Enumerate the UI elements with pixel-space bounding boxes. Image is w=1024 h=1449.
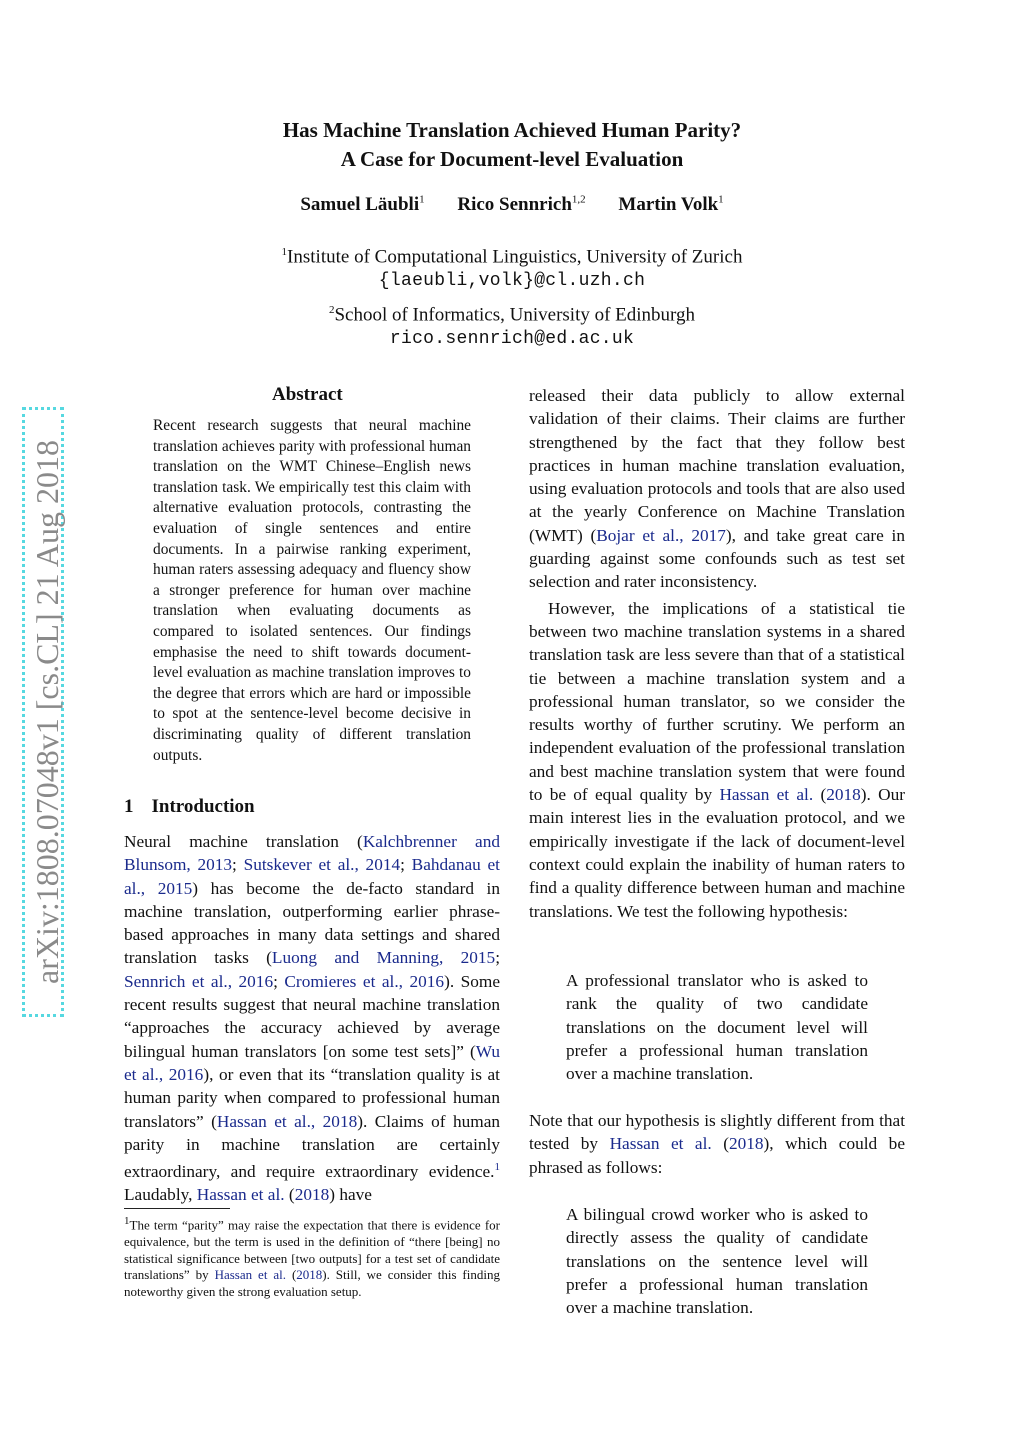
title-line-1: Has Machine Translation Achieved Human Parity? xyxy=(282,118,742,142)
citation-link[interactable]: 2018 xyxy=(294,1185,330,1205)
citation-link[interactable]: Hassan et al. xyxy=(196,1185,285,1205)
footnote-marker[interactable]: 1 xyxy=(494,1161,500,1174)
author-list xyxy=(0,194,1024,216)
section-heading: 1 Introduction xyxy=(124,796,255,817)
author: Rico Sennrich$^{1,2}$ xyxy=(457,194,586,216)
citation-link[interactable]: Wu et al., 2016 xyxy=(124,1041,500,1084)
abstract-body: Recent research suggests that neural machine translation achieves parity with professional human translation on the WMT Chinese–English news translation task. We empirically test this claim with alternative evaluation protocols, contrasting the evaluation of single sentences and entire documents. In a pairwise ranking experiment, human raters assessing adequacy and fluency show a stronger preference for human over machine translation when evaluating documents as compared to isolated sentences. Our findings emphasise the need to shift towards document-level evaluation as machine translation improves to the degree that errors which are hard or impossible to spot at the sentence-level become decisive in discriminating quality of different translation outputs. xyxy=(153,417,471,764)
citation-link[interactable]: Kalchbrenner and Blunsom, 2013 xyxy=(124,832,501,875)
arxiv-stamp: arXiv:1808.07048v1 [cs.CL] 21 Aug 2018 xyxy=(29,440,65,984)
citation-link[interactable]: Hassan et al., 2018 xyxy=(216,1111,358,1131)
paragraph: Note that our hypothesis is slightly different from that tested by Hassan et al. (2018), which could be phrased as follows: xyxy=(529,1111,905,1177)
citation-link[interactable]: 2018 xyxy=(728,1134,764,1154)
citation-link[interactable]: Sennrich et al., 2016 xyxy=(124,971,274,991)
citation-link[interactable]: 2018 xyxy=(826,785,861,805)
author: Samuel Läubli$^1$ xyxy=(300,194,425,216)
affiliation-1: $^1$Institute of Computational Linguistics, University of Zurich {laeubli,volk}@cl.uzh.ch xyxy=(0,240,1024,293)
email: {laeubli,volk}@cl.uzh.ch xyxy=(378,271,646,292)
citation-link[interactable]: Hassan et al. xyxy=(719,785,814,805)
title-line-2: A Case for Document-level Evaluation xyxy=(340,147,684,171)
citation-link[interactable]: 2018 xyxy=(296,1267,323,1283)
email: rico.sennrich@ed.ac.uk xyxy=(389,329,635,350)
paragraph: released their data publicly to allow external validation of their claims. Their claims are further strengthened by the fact that they follow best practices in human machine translation evaluation, using evaluation protocols and tools that are also used at the yearly Conference on Machine Translation (WMT) (Bojar et al., 2017), and take great care in guarding against some confounds such as test set selection and rater inconsistency. xyxy=(529,386,905,592)
intro-paragraph: Neural machine translation (Kalchbrenner and Blunsom, 2013; Sutskever et al., 2014; Bahdanau et al., 2015) has become the de-facto standard in machine translation, outperforming earlier phrase-based approaches in many data settings and shared translation tasks (Luong and Manning, 2015; Sennrich et al., 2016; Cromieres et al., 2016). Some recent results suggest that neural machine translation “approaches the accuracy achieved by average bilingual human translators [on some test sets]” (Wu et al., 2016), or even that its “translation quality is at human parity when compared to professional human translators” (Hassan et al., 2018). Claims of human parity in machine translation are certainly extraordinary, and require extraordinary evidence.$^1$ Laudably, Hassan et al. (2018) have xyxy=(124,832,501,1205)
citation-link[interactable]: Bahdanau et al., 2015 xyxy=(124,855,500,898)
paper-title xyxy=(0,116,1024,174)
paragraph: However, the implications of a statistical tie between two machine translation systems in a shared translation task are less severe than that of a statistical tie between a machine translation system and a professional human translator, so we consider the results worthy of further scrutiny. We perform an independent evaluation of the professional translation and best machine translation system that were found to be of equal quality by Hassan et al. (2018). Our main interest lies in the evaluation protocol, and we empirically investigate if the lack of document-level context could explain the inability of human raters to find a quality difference between human and machine translations. We test the following hypothesis: xyxy=(529,598,905,921)
citation-link[interactable]: Cromieres et al., 2016 xyxy=(284,971,445,991)
affiliation-2: $^2$School of Informatics, University of Edinburgh rico.sennrich@ed.ac.uk xyxy=(0,298,1024,351)
author: Martin Volk$^1$ xyxy=(618,194,724,216)
hypothesis-quote: A professional translator who is asked to rank the quality of two candidate translations on the document level will prefer a professional human translation over a machine translation. xyxy=(566,971,868,1084)
footnote: $^1$The term “parity” may raise the expectation that there is evidence for equivalence, but the term is used in the definition of “there [being] no statistical significance between [two outputs] for a test set of candidate translations” by Hassan et al. (2018). Still, we consider this finding noteworthy given the strong evaluation setup. xyxy=(124,1215,500,1299)
alternative-hypothesis-quote: A bilingual crowd worker who is asked to directly assess the quality of candidate translations on the sentence level will prefer a professional human translation over a machine translation. xyxy=(566,1205,868,1318)
right-column xyxy=(529,384,905,923)
citation-link[interactable]: Bojar et al., 2017 xyxy=(596,525,726,545)
citation-link[interactable]: Luong and Manning, 2015 xyxy=(271,948,496,968)
citation-link[interactable]: Hassan et al. xyxy=(214,1267,287,1283)
abstract-heading: Abstract xyxy=(272,384,343,405)
citation-link[interactable]: Hassan et al. xyxy=(609,1134,712,1154)
citation-link[interactable]: Sutskever et al., 2014 xyxy=(243,855,401,875)
footnote-rule xyxy=(124,1208,230,1209)
